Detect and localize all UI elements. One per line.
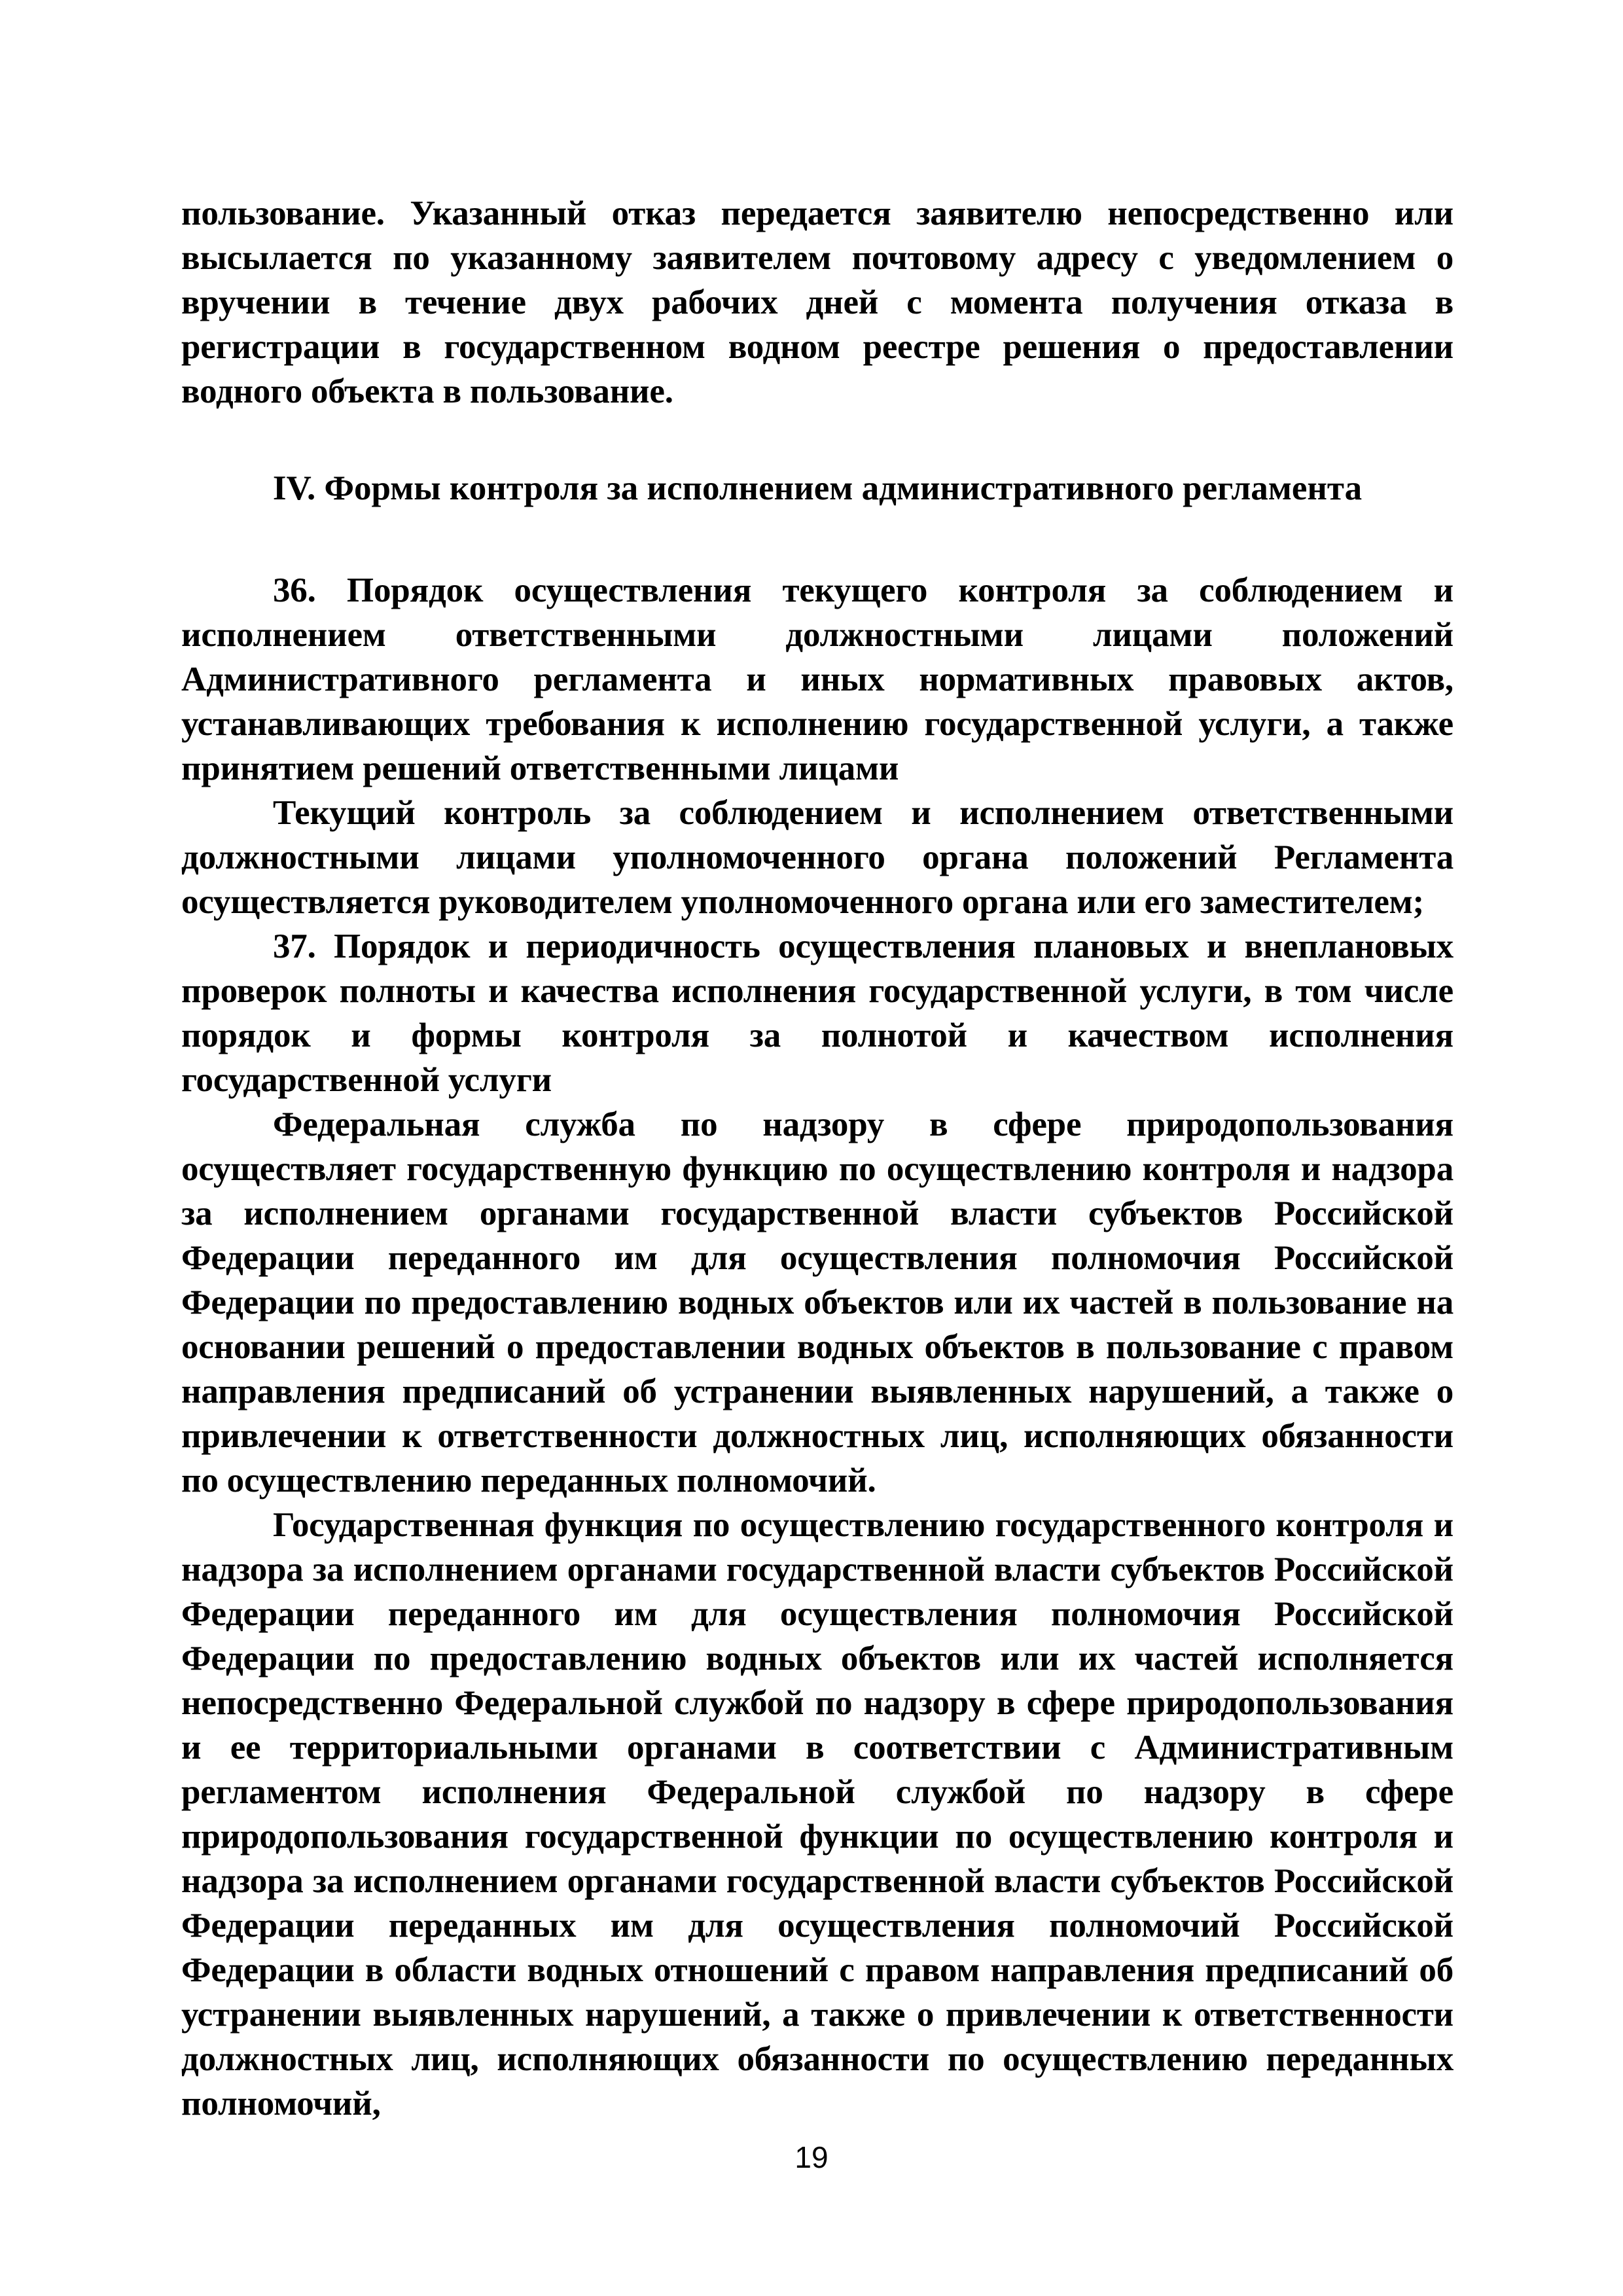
page-number: 19 (794, 2140, 829, 2174)
item-37-title: 37. Порядок и периодичность осуществления плановых и внеплановых проверок полноты и качества исполнения государственной услуги, в том числе порядок и формы контроля за полнотой и качеством исполнения государственной услуги (181, 927, 1454, 1099)
main-text-block (181, 568, 1454, 2126)
item-37-body-1: Федеральная служба по надзору в сфере природопользования осуществляет государственную функцию по осуществлению контроля и надзора за исполнением органами государственной власти субъектов Российской Федерации переданного им для осуществления полномочия Российской Федерации по предоставлению водных объектов или их частей в пользование на основании решений о предоставлении водных объектов в пользование с правом направления предписаний об устранении выявленных нарушений, а также о привлечении к ответственности должностных лиц, исполняющих обязанности по осуществлению переданных полномочий. (181, 1105, 1454, 1499)
item-36-body: Текущий контроль за соблюдением и исполнением ответственными должностными лицами уполномоченного органа положений Регламента осуществляется руководителем уполномоченного органа или его заместителем; (181, 794, 1454, 921)
intro-text-block (181, 191, 1454, 414)
item-37-body-2: Государственная функция по осуществлению государственного контроля и надзора за исполнением органами государственной власти субъектов Российской Федерации переданного им для осуществления полномочия Российской Федерации по предоставлению водных объектов или их частей исполняется непосредственно Федеральной службой по надзору в сфере природопользования и ее территориальными органами в соответствии с Административным регламентом исполнения Федеральной службой по надзору в сфере природопользования государственной функции по осуществлению контроля и надзора за исполнением органами государственной власти субъектов Российской Федерации переданных им для осуществления полномочий Российской Федерации в области водных отношений с правом направления предписаний об устранении выявленных нарушений, а также о привлечении к ответственности должностных лиц, исполняющих обязанности по осуществлению переданных полномочий, (181, 1506, 1454, 2123)
item-36-title: 36. Порядок осуществления текущего контроля за соблюдением и исполнением ответственными должностными лицами положений Административного регламента и иных нормативных правовых актов, устанавливающих требования к исполнению государственной услуги, а также принятием решений ответственными лицами (181, 571, 1454, 787)
intro-paragraph: пользование. Указанный отказ передается заявителю непосредственно или высылается по указанному заявителем почтовому адресу с уведомлением о вручении в течение двух рабочих дней с момента получения отказа в регистрации в государственном водном реестре решения о предоставлении водного объекта в пользование. (181, 194, 1454, 410)
section-heading: IV. Формы контроля за исполнением административного регламента (272, 469, 1363, 507)
